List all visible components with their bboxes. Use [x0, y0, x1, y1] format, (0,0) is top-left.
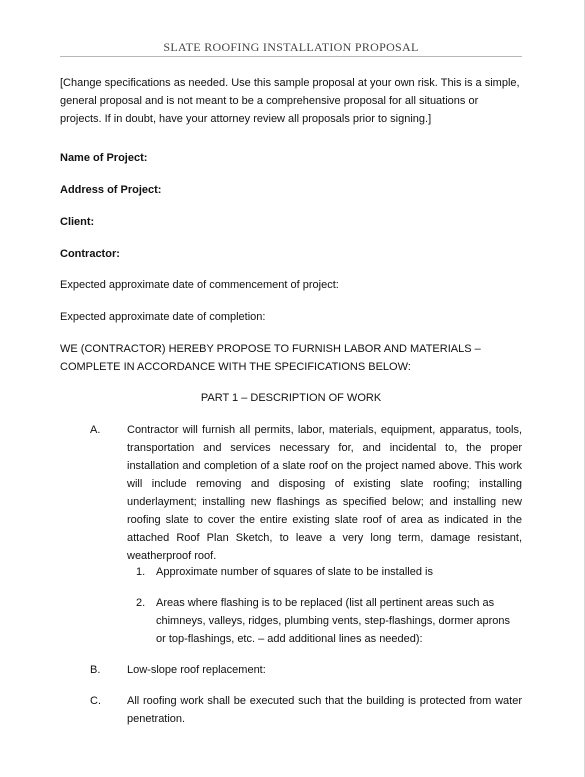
- propose-statement: WE (CONTRACTOR) HEREBY PROPOSE TO FURNISH LABOR AND MATERIALS – COMPLETE IN ACCORDANCE WITH THE SPECIFICATIONS BELOW:: [60, 343, 481, 373]
- document-title: SLATE ROOFING INSTALLATION PROPOSAL: [163, 40, 419, 54]
- item-c-text: All roofing work shall be executed such that the building is protected from water penetration.: [127, 695, 522, 725]
- subitem-2-text: Areas where flashing is to be replaced (list all pertinent areas such as chimneys, valleys, ridges, plumbing vents, step-flashings, dormer aprons or top-flashings, etc. – add additional lines as needed):: [156, 597, 510, 645]
- field-address-of-project: Address of Project:: [60, 184, 162, 196]
- expected-commencement-line: Expected approximate date of commencement of project:: [60, 279, 339, 291]
- subitem-1-text: Approximate number of squares of slate to be installed is: [156, 566, 433, 578]
- part1-heading: PART 1 – DESCRIPTION OF WORK: [200, 392, 382, 404]
- field-client: Client:: [60, 216, 95, 228]
- item-a-marker: A.: [90, 424, 101, 436]
- subitem-2-number: 2.: [136, 597, 146, 609]
- intro-paragraph: [Change specifications as needed. Use this sample proposal at your own risk. This is a simple, general proposal and is not meant to be a comprehensive proposal for all situations or projects. If in doubt, have your attorney review all proposals prior to signing.]: [60, 77, 520, 125]
- item-c-marker: C.: [90, 695, 101, 707]
- field-name-of-project: Name of Project:: [60, 152, 148, 164]
- field-contractor: Contractor:: [60, 248, 120, 260]
- expected-completion-line: Expected approximate date of completion:: [60, 311, 266, 323]
- title-underline: [60, 56, 522, 57]
- subitem-1-number: 1.: [136, 566, 146, 578]
- item-b-marker: B.: [90, 664, 101, 676]
- item-a-text: Contractor will furnish all permits, labor, materials, equipment, apparatus, tools, transportation and services necessary for, and incidental to, the proper installation and completion of a slate roof on the project named above. This work will include removing and disposing of existing slate roofing; installing underlayment; installing new flashings as specified below; and installing new roofing slate to cover the entire existing slate roof of area as indicated in the attached Roof Plan Sketch, to leave a very long term, damage resistant, weatherproof roof.: [127, 424, 522, 562]
- item-b-text: Low-slope roof replacement:: [127, 664, 266, 676]
